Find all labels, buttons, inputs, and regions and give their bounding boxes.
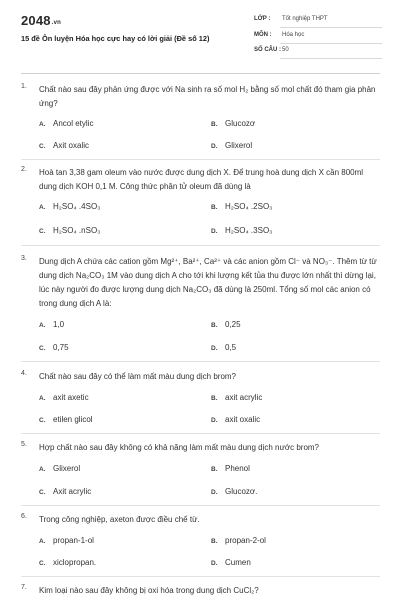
question-4-option-b[interactable] [211, 393, 262, 402]
question-5-option-a[interactable] [39, 464, 80, 473]
option-text: Cumen [225, 558, 251, 567]
brand-name: 2048 [21, 13, 51, 28]
question-4-option-a[interactable] [39, 393, 89, 402]
info-underline [280, 58, 382, 59]
option-letter: C. [39, 228, 46, 235]
question-1-option-d[interactable] [211, 141, 252, 150]
question-number: 2. [21, 166, 27, 173]
question-text: Hoà tan 3,38 gam oleum vào nước được dung dịch X. Để trung hoà dung dịch X cần 800ml dung dịch KOH 0,1 M. Công thức phân tử oleum đã dùng là [39, 168, 364, 191]
question-number: 3. [21, 255, 27, 262]
option-letter: C. [39, 560, 46, 567]
option-text: H₂SO₄ .2SO₃ [225, 202, 273, 211]
info-subject-value: Hóa học [282, 32, 305, 38]
question-text: Trong công nghiệp, axeton được điều chế từ. [39, 515, 200, 524]
option-letter: C. [39, 489, 46, 496]
option-text: xiclopropan. [53, 558, 97, 567]
question-1-option-c[interactable] [39, 141, 89, 150]
question-4-option-d[interactable] [211, 415, 260, 424]
option-text: Axit oxalic [53, 141, 90, 150]
question-5-option-c[interactable] [39, 487, 91, 496]
question-number: 6. [21, 513, 27, 520]
option-text: Glixerol [53, 464, 81, 473]
option-letter: A. [39, 204, 46, 211]
option-text: H₂SO₄ .4SO₃ [53, 202, 101, 211]
question-5-option-d[interactable] [211, 487, 257, 496]
exam-title: 15 đề Ôn luyện Hóa học cực hay có lời giải (Đề số 12) [21, 34, 210, 43]
option-text: axit acrylic [225, 393, 263, 402]
option-text: Phenol [225, 464, 250, 473]
question-2-option-a[interactable] [39, 202, 100, 211]
option-letter: D. [211, 560, 218, 567]
question-3-option-b[interactable] [211, 320, 241, 329]
option-letter: D. [211, 417, 218, 424]
question-6-option-a[interactable] [39, 536, 94, 545]
option-text: 0,75 [53, 343, 69, 352]
question-3-option-c[interactable] [39, 343, 69, 352]
option-text: H₂SO₄ .3SO₃ [225, 226, 273, 235]
question-6-option-b[interactable] [211, 536, 266, 545]
question-text: Dung dịch A chứa các cation gồm Mg²⁺, Ba²⁺, Ca²⁺ và các anion gồm Cl⁻ và NO₃⁻. Thêm từ từ dung dịch Na₂CO₃ 1M vào dung dịch A cho tới khi lượng kết tủa thu được lớn nhất thì dừng lại, lúc này người đo được lượng dung dịch Na₂CO₃ đã dùng là 250ml. Tổng số mol các anion có trong dung dịch A là: [39, 257, 377, 308]
info-class-value: Tốt nghiệp THPT [282, 16, 328, 22]
option-text: propan-2-ol [225, 536, 266, 545]
page-header [0, 0, 400, 64]
question-6-option-d[interactable] [211, 558, 251, 567]
question-5-option-b[interactable] [211, 464, 250, 473]
option-letter: A. [39, 538, 46, 545]
question-1-option-a[interactable] [39, 119, 93, 128]
option-text: 0,5 [225, 343, 237, 352]
question-1-option-b[interactable] [211, 119, 255, 128]
option-letter: B. [211, 395, 218, 402]
info-count-row [254, 47, 382, 57]
info-subject-row [254, 32, 382, 42]
info-count-value: 50 [282, 47, 289, 53]
info-count-label: SỐ CÂU : [254, 47, 281, 53]
option-letter: C. [39, 417, 46, 424]
info-underline [280, 43, 382, 44]
option-text: axit axetic [53, 393, 89, 402]
question-number: 7. [21, 584, 27, 591]
question-2-option-c[interactable] [39, 226, 100, 235]
option-text: Ancol etylic [53, 119, 94, 128]
info-class-row [254, 16, 382, 26]
option-letter: C. [39, 143, 46, 150]
question-3-option-d[interactable] [211, 343, 236, 352]
option-text: H₂SO₄ .nSO₃ [53, 226, 101, 235]
question-number: 1. [21, 83, 27, 90]
option-letter: B. [211, 121, 218, 128]
question-separator [21, 159, 380, 160]
question-separator [21, 361, 380, 362]
option-letter: B. [211, 538, 218, 545]
option-letter: A. [39, 466, 46, 473]
question-text: Hợp chất nào sau đây không có khả năng làm mất màu dung dịch nước brom? [39, 443, 320, 452]
option-letter: B. [211, 466, 218, 473]
option-text: Glucozơ [225, 119, 256, 128]
option-text: Axit acrylic [53, 487, 92, 496]
option-text: 0,25 [225, 320, 241, 329]
option-letter: D. [211, 345, 218, 352]
brand-tld: .vn [51, 20, 62, 26]
brand-logo[interactable] [21, 13, 61, 28]
option-letter: D. [211, 228, 218, 235]
question-separator [21, 245, 380, 246]
option-text: Glucozơ. [225, 487, 258, 496]
option-text: 1,0 [53, 320, 65, 329]
question-separator [21, 576, 380, 577]
question-6-option-c[interactable] [39, 558, 96, 567]
info-class-label: LỚP : [254, 16, 271, 22]
question-2-option-d[interactable] [211, 226, 272, 235]
option-letter: A. [39, 121, 46, 128]
option-letter: A. [39, 395, 46, 402]
info-underline [280, 27, 382, 28]
option-letter: D. [211, 489, 218, 496]
question-4-option-c[interactable] [39, 415, 93, 424]
option-text: axit oxalic [225, 415, 261, 424]
option-letter: D. [211, 143, 218, 150]
option-letter: A. [39, 322, 46, 329]
option-letter: B. [211, 322, 218, 329]
question-text: Kim loại nào sau đây không bị oxi hóa trong dung dịch CuCl₂? [39, 586, 259, 595]
question-3-option-a[interactable] [39, 320, 64, 329]
header-divider [21, 73, 380, 74]
info-subject-label: MÔN : [254, 32, 272, 38]
option-letter: B. [211, 204, 218, 211]
question-text: Chất nào sau đây phản ứng được với Na sinh ra số mol H₂ bằng số mol chất đó tham gia phản ứng? [39, 85, 376, 108]
question-number: 4. [21, 370, 27, 377]
option-text: propan-1-ol [53, 536, 94, 545]
question-number: 5. [21, 441, 27, 448]
question-separator [21, 505, 380, 506]
option-text: etilen glicol [53, 415, 93, 424]
question-2-option-b[interactable] [211, 202, 272, 211]
question-separator [21, 433, 380, 434]
question-text: Chất nào sau đây có thể làm mất màu dung dịch brom? [39, 372, 236, 381]
option-letter: C. [39, 345, 46, 352]
option-text: Glixerol [225, 141, 253, 150]
